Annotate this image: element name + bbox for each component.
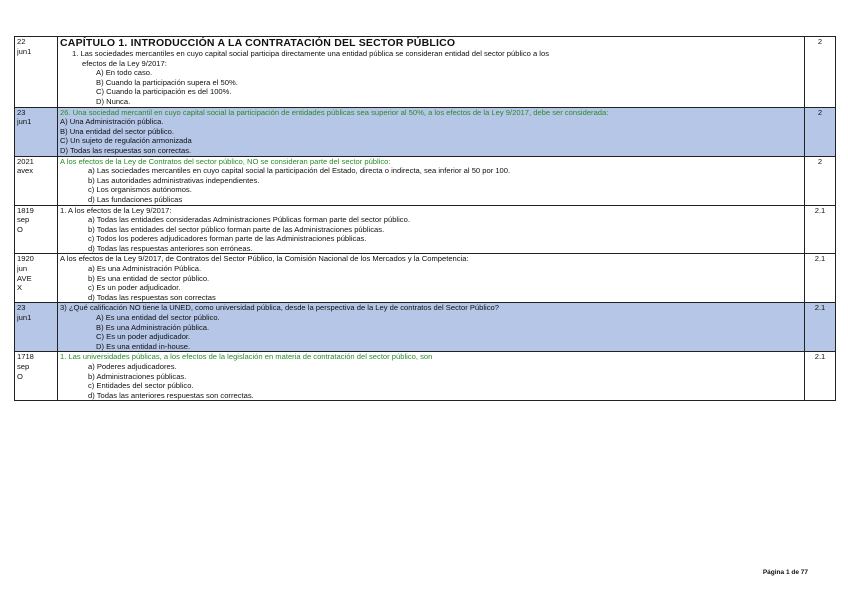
points-cell: 2: [805, 156, 836, 205]
source-line: jun: [17, 264, 28, 274]
question-text: 3) ¿Qué calificación NO tiene la UNED, como universidad pública, desde la perspectiva de la Ley de contratos del Sector Público?: [60, 303, 499, 313]
option: a) Poderes adjudicadores.: [88, 362, 177, 371]
table-row: [15, 254, 836, 303]
source-line: 22: [17, 37, 26, 46]
option: d) Todas las respuestas son correctas: [88, 292, 216, 302]
option: C) Un sujeto de regulación armonizada: [60, 136, 192, 146]
question-cell: [58, 352, 805, 401]
option: D) Nunca.: [96, 96, 131, 106]
source-cell: [15, 107, 58, 156]
question-text: 1. Las sociedades mercantiles en cuyo capital social participa directamente una entidad pública se consideran entidad del sector público a los: [72, 49, 550, 58]
option: a) Es una Administración Pública.: [88, 264, 202, 274]
option: c) Es un poder adjudicador.: [88, 283, 181, 293]
table-row: [15, 352, 836, 401]
source-line: jun1: [17, 313, 32, 323]
source-line: 1920: [17, 254, 34, 264]
option: d) Todas las respuestas anteriores son erróneas.: [88, 243, 253, 253]
source-line: X: [17, 283, 23, 293]
option: b) Todas las entidades del sector público forman parte de las Administraciones públicas.: [88, 224, 385, 234]
source-line: jun1: [17, 117, 32, 127]
table-row: [15, 107, 836, 156]
question-text: A los efectos de la Ley 9/2017, de Contratos del Sector Público, la Comisión Nacional de los Mercados y la Competencia:: [60, 254, 469, 264]
source-line: AVE: [17, 273, 32, 283]
points-cell: 2: [805, 37, 836, 108]
question-cell: [58, 156, 805, 205]
source-cell: [15, 205, 58, 254]
option: b) Las autoridades administrativas independientes.: [88, 175, 260, 185]
source-line: avex: [17, 166, 34, 176]
option: b) Administraciones públicas.: [88, 371, 187, 381]
option: a) Todas las entidades consideradas Administraciones Públicas forman parte del sector público.: [88, 215, 410, 225]
points-cell: 2.1: [805, 352, 836, 401]
source-cell: [15, 352, 58, 401]
option: d) Las fundaciones públicas: [88, 194, 183, 204]
option: A) Una Administración pública.: [60, 117, 164, 127]
source-cell: [15, 254, 58, 303]
source-line: 23: [17, 303, 26, 313]
option: b) Es una entidad de sector público.: [88, 273, 210, 283]
points-cell: 2: [805, 107, 836, 156]
option: D) Todas las respuestas son correctas.: [60, 145, 192, 155]
question-text: 26. Una sociedad mercantil en cuyo capital social la participación de entidades públicas sea superior al 50%, a los efectos de la Ley 9/2017, debe ser considerada:: [60, 107, 609, 117]
source-line: 1819: [17, 205, 34, 215]
option: B) Una entidad del sector público.: [60, 126, 174, 136]
question-cell: [58, 107, 805, 156]
option: c) Entidades del sector público.: [88, 381, 194, 391]
questions-table: [14, 36, 836, 401]
source-line: O: [17, 224, 23, 234]
option: B) Cuando la participación supera el 50%.: [96, 77, 238, 87]
option: c) Todos los poderes adjudicadores forman parte de las Administraciones públicas.: [88, 234, 367, 244]
option: c) Los organismos autónomos.: [88, 185, 192, 195]
question-cell: [58, 254, 805, 303]
option: C) Es un poder adjudicador.: [96, 332, 191, 342]
question-cell: [58, 37, 805, 108]
table-row: [15, 37, 836, 108]
points-cell: 2.1: [805, 254, 836, 303]
option: d) Todas las anteriores respuestas son correctas.: [88, 390, 254, 400]
question-cell: [58, 205, 805, 254]
table-row: [15, 156, 836, 205]
option: A) Es una entidad del sector público.: [96, 313, 220, 323]
table-row: [15, 303, 836, 352]
source-cell: [15, 37, 58, 108]
option: a) Las sociedades mercantiles en cuyo capital social la participación del Estado, directa o indirecta, sea inferior al 50 por 100.: [88, 166, 511, 176]
source-line: 23: [17, 107, 26, 117]
points-cell: 2.1: [805, 303, 836, 352]
question-text: A los efectos de la Ley de Contratos del sector público, NO se consideran parte del sector público:: [60, 156, 391, 166]
source-line: 2021: [17, 156, 34, 166]
option: B) Es una Administración pública.: [96, 322, 210, 332]
source-line: sep: [17, 362, 30, 371]
question-text-cont: efectos de la Ley 9/2017:: [82, 58, 167, 68]
source-line: 1718: [17, 352, 34, 362]
table-row: [15, 205, 836, 254]
question-cell: [58, 303, 805, 352]
source-cell: [15, 303, 58, 352]
page-number: Página 1 de 77: [762, 569, 808, 576]
option: D) Es una entidad in-house.: [96, 341, 191, 351]
question-text: 1. Las universidades públicas, a los efectos de la legislación en materia de contratación del sector público, son: [60, 352, 433, 362]
option: C) Cuando la participación es del 100%.: [96, 87, 232, 97]
chapter-title: CAPÍTULO 1. INTRODUCCIÓN A LA CONTRATACIÓN DEL SECTOR PÚBLICO: [60, 37, 456, 49]
source-line: O: [17, 371, 23, 381]
source-cell: [15, 156, 58, 205]
option: A) En todo caso.: [96, 68, 153, 78]
source-line: jun1: [17, 46, 32, 56]
points-cell: 2.1: [805, 205, 836, 254]
question-text: 1. A los efectos de la Ley 9/2017:: [60, 205, 172, 215]
source-line: sep: [17, 215, 30, 225]
